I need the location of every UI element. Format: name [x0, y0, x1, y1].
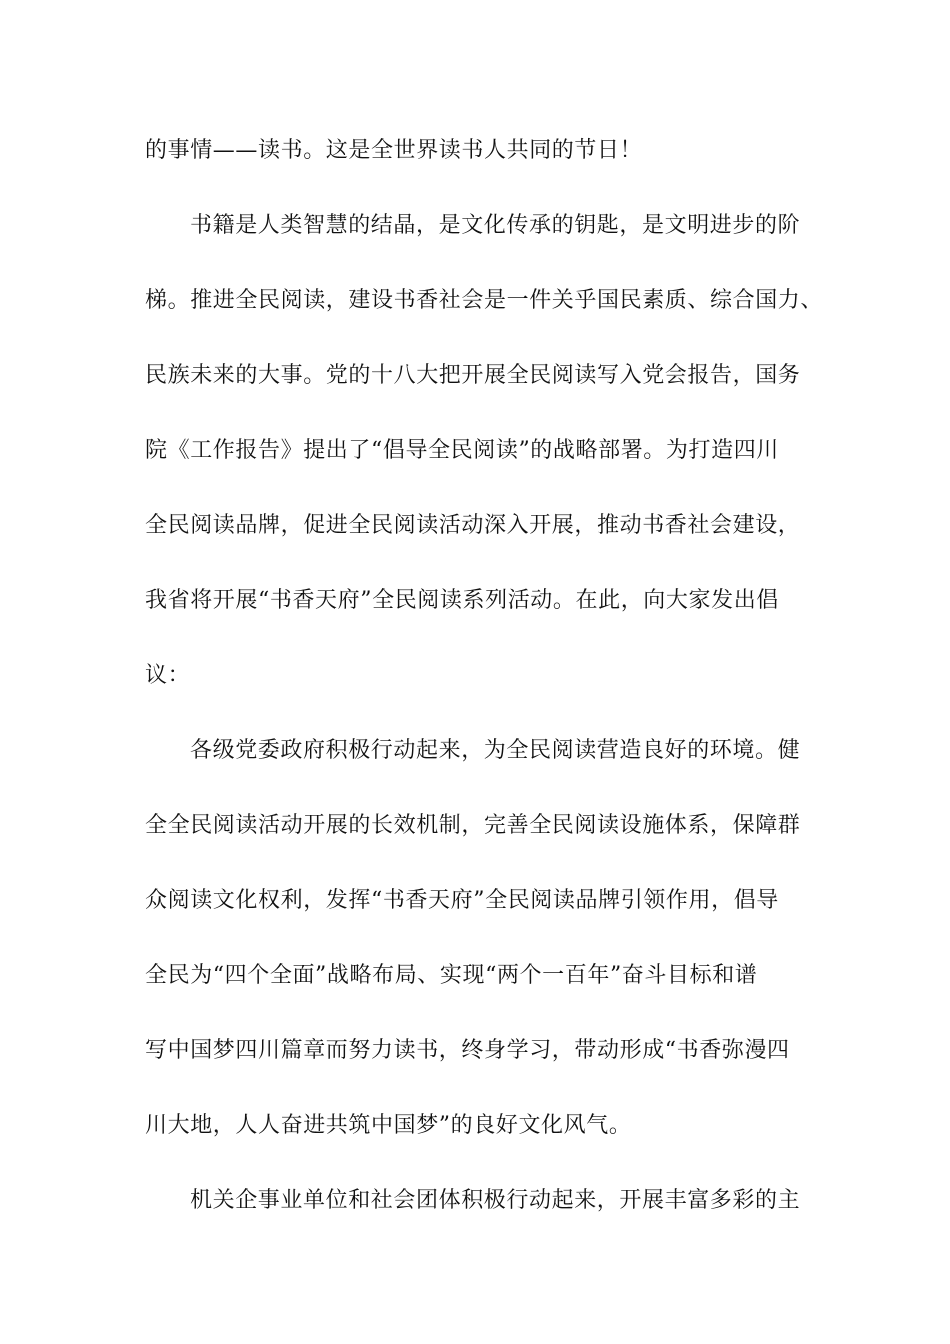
text-line: 写中国梦四川篇章而努力读书，终身学习，带动形成“书香弥漫四 [145, 1038, 790, 1063]
text-line: 议： [145, 663, 191, 688]
paragraph-first-line: 机关企事业单位和社会团体积极行动起来，开展丰富多彩的主 [190, 1188, 801, 1213]
text-line: 民族未来的大事。党的十八大把开展全民阅读写入党会报告，国务 [145, 363, 801, 388]
text-line: 全全民阅读活动开展的长效机制，完善全民阅读设施体系，保障群 [145, 813, 801, 838]
text-line: 全民阅读品牌，促进全民阅读活动深入开展，推动书香社会建设， [145, 513, 801, 538]
paragraph-first-line: 各级党委政府积极行动起来，为全民阅读营造良好的环境。健 [190, 738, 801, 763]
text-line: 川大地，人人奋进共筑中国梦”的良好文化风气。 [145, 1113, 632, 1138]
text-line: 全民为“四个全面”战略布局、实现“两个一百年”奋斗目标和谱 [145, 963, 758, 988]
text-line: 众阅读文化权利，发挥“书香天府”全民阅读品牌引领作用，倡导 [145, 888, 779, 913]
text-line: 我省将开展“书香天府”全民阅读系列活动。在此，向大家发出倡 [145, 588, 779, 613]
paragraph-first-line: 书籍是人类智慧的结晶，是文化传承的钥匙，是文明进步的阶 [190, 213, 801, 238]
text-line: 院《工作报告》提出了“倡导全民阅读”的战略部署。为打造四川 [145, 438, 779, 463]
text-line: 梯。推进全民阅读，建设书香社会是一件关乎国民素质、综合国力、 [145, 288, 824, 313]
text-line: 的事情——读书。这是全世界读书人共同的节日！ [145, 138, 643, 163]
